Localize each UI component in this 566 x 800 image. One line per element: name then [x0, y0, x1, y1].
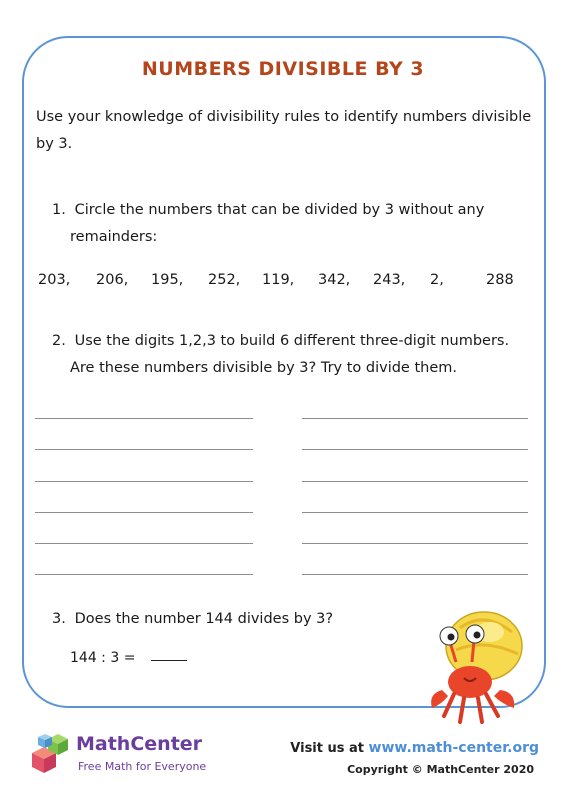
question-1-line-2: remainders:: [70, 229, 158, 245]
brand-name: MathCenter: [76, 733, 203, 755]
answer-line[interactable]: [35, 449, 253, 450]
number-list: [0, 272, 566, 292]
hermit-crab-illustration: [420, 598, 532, 728]
question-1-number: 1.: [52, 202, 66, 218]
number-item[interactable]: 2,: [430, 272, 444, 288]
visit-line: [290, 740, 539, 756]
worksheet-title: NUMBERS DIVISIBLE BY 3: [141, 58, 425, 80]
answer-line[interactable]: [35, 418, 253, 419]
answer-line[interactable]: [35, 512, 253, 513]
answer-line[interactable]: [35, 481, 253, 482]
number-item[interactable]: 342,: [318, 272, 351, 288]
answer-line[interactable]: [302, 481, 528, 482]
question-3-answer-blank[interactable]: [151, 660, 187, 661]
answer-line[interactable]: [302, 418, 528, 419]
answer-line[interactable]: [302, 543, 528, 544]
number-item[interactable]: 119,: [262, 272, 295, 288]
number-item[interactable]: 195,: [151, 272, 184, 288]
question-1-line-1: Circle the numbers that can be divided by 3 without any: [74, 202, 485, 218]
answer-line[interactable]: [302, 512, 528, 513]
question-3-text: Does the number 144 divides by 3?: [74, 611, 334, 627]
number-item[interactable]: 243,: [373, 272, 406, 288]
question-2: [52, 328, 522, 382]
question-3-expression: 144 : 3 =: [70, 650, 136, 666]
visit-label: Visit us at: [290, 741, 365, 756]
number-item[interactable]: 252,: [208, 272, 241, 288]
brand-tagline: Free Math for Everyone: [78, 760, 207, 773]
answer-line[interactable]: [35, 543, 253, 544]
number-item[interactable]: 206,: [96, 272, 129, 288]
website-link[interactable]: www.math-center.org: [368, 740, 539, 756]
number-item[interactable]: 288: [486, 272, 514, 288]
answer-line[interactable]: [302, 449, 528, 450]
question-1: [52, 197, 522, 251]
question-2-number: 2.: [52, 333, 66, 349]
answer-line[interactable]: [302, 574, 528, 575]
instructions-text: Use your knowledge of divisibility rules to identify numbers divisible by 3.: [36, 109, 532, 152]
mathcenter-logo-icon: [24, 731, 70, 775]
question-3-number: 3.: [52, 611, 66, 627]
number-item[interactable]: 203,: [38, 272, 71, 288]
question-2-line-1: Use the digits 1,2,3 to build 6 different three-digit numbers.: [74, 333, 510, 349]
answer-line[interactable]: [35, 574, 253, 575]
question-2-line-2: Are these numbers divisible by 3? Try to divide them.: [70, 360, 457, 376]
copyright-text: Copyright © MathCenter 2020: [347, 763, 534, 776]
